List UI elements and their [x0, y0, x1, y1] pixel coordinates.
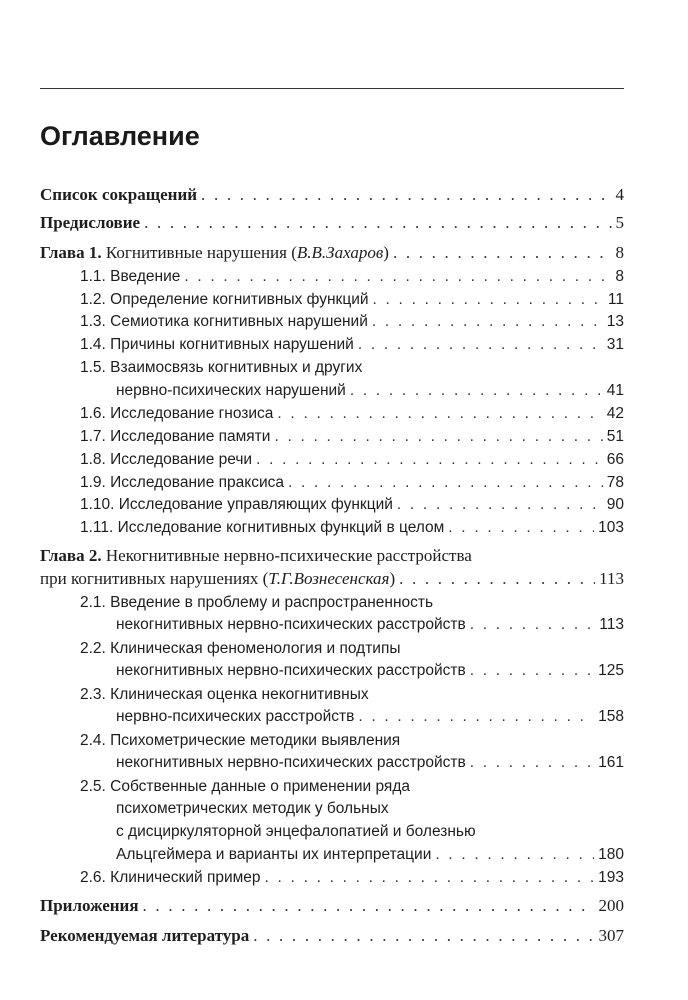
chapter-prefix: Глава 1. — [40, 243, 102, 262]
toc-page-number: 307 — [598, 926, 624, 945]
chapter-title-close: ) — [383, 243, 389, 262]
leader-dots — [399, 567, 595, 591]
toc-section-2-5[interactable] — [116, 843, 624, 867]
toc-section-2-6[interactable] — [80, 866, 624, 890]
toc-section-1-8[interactable] — [80, 448, 624, 472]
toc-label: 2.5. Собственные данные о применении ряда — [80, 778, 410, 795]
toc-entry-literature[interactable] — [40, 924, 624, 948]
toc-page-number: 11 — [607, 291, 624, 308]
toc-label: Список сокращений — [40, 185, 198, 204]
toc-page-number: 8 — [615, 243, 624, 262]
chapter-author: Т.Г.Вознесенская — [268, 569, 390, 588]
leader-dots — [350, 379, 603, 403]
toc-label: 1.9. Исследование праксиса — [80, 474, 284, 491]
toc-label: 1.10. Исследование управляющих функций — [80, 496, 393, 513]
toc-section-2-3-line1[interactable] — [80, 683, 369, 707]
toc-label: 1.7. Исследование памяти — [80, 428, 271, 445]
toc-section-2-2-line1[interactable] — [80, 637, 401, 661]
toc-section-2-5-line3[interactable] — [116, 820, 476, 844]
toc-label: 1.6. Исследование гнозиса — [80, 405, 274, 422]
toc-page-number: 125 — [598, 662, 624, 679]
leader-dots — [358, 705, 594, 729]
toc-label — [40, 241, 389, 265]
toc-section-2-4-line1[interactable] — [80, 729, 400, 753]
leader-dots — [144, 211, 611, 235]
toc-entry-abbreviations[interactable] — [40, 183, 624, 207]
toc-section-2-1[interactable] — [116, 613, 624, 637]
toc-label: с дисциркуляторной энцефалопатией и болезнью — [116, 823, 476, 840]
toc-label: 1.1. Введение — [80, 268, 181, 285]
leader-dots — [372, 310, 603, 334]
leader-dots — [470, 659, 594, 683]
chapter-prefix: Глава 2. — [40, 546, 102, 565]
leader-dots — [470, 751, 594, 775]
toc-label: 1.5. Взаимосвязь когнитивных и других — [80, 359, 363, 376]
page-title: Оглавление — [40, 121, 200, 151]
toc-label: некогнитивных нервно-психических расстройств — [116, 662, 466, 679]
toc-label — [40, 567, 395, 591]
toc-page-number: 13 — [606, 313, 624, 330]
leader-dots — [470, 613, 596, 637]
toc-label: Рекомендуемая литература — [40, 926, 250, 945]
leader-dots — [274, 425, 602, 449]
toc-label: психометрических методик у больных — [116, 800, 389, 817]
toc-label: 2.3. Клиническая оценка некогнитивных — [80, 686, 369, 703]
toc-label: 2.6. Клинический пример — [80, 869, 261, 886]
toc-label: Альцгеймера и варианты их интерпретации — [116, 846, 432, 863]
toc-label: некогнитивных нервно-психических расстройств — [116, 616, 466, 633]
toc-section-2-4[interactable] — [116, 751, 624, 775]
toc-page-number: 66 — [606, 451, 624, 468]
toc-page-number: 193 — [598, 869, 624, 886]
toc-section-1-5-line1[interactable] — [80, 356, 362, 380]
toc-label: Предисловие — [40, 213, 141, 232]
toc-page-number: 161 — [598, 754, 624, 771]
leader-dots — [397, 493, 603, 517]
toc-label: 1.11. Исследование когнитивных функций в целом — [80, 519, 445, 536]
toc-label: 2.2. Клиническая феноменология и подтипы — [80, 640, 401, 657]
toc-page-number: 158 — [598, 708, 624, 725]
leader-dots — [253, 924, 594, 948]
leader-dots — [201, 183, 611, 207]
chapter-title-cont: при когнитивных нарушениях ( — [40, 569, 269, 588]
toc-page-number: 5 — [615, 213, 624, 232]
toc-section-2-3[interactable] — [116, 705, 624, 729]
toc-section-1-3[interactable] — [80, 310, 624, 334]
leader-dots — [448, 516, 594, 540]
toc-page-number: 41 — [606, 382, 624, 399]
toc-page-number: 200 — [598, 896, 624, 915]
toc-section-2-5-line2[interactable] — [116, 797, 389, 821]
chapter-title-close: ) — [389, 569, 396, 588]
leader-dots — [256, 448, 603, 472]
toc-page-number: 103 — [598, 519, 624, 536]
toc-chapter-2-line1[interactable] — [40, 544, 472, 568]
toc-label: 1.8. Исследование речи — [80, 451, 253, 468]
toc-page-number: 4 — [615, 185, 624, 204]
toc-entry-appendix[interactable] — [40, 894, 624, 918]
toc-label: 1.2. Определение когнитивных функций — [80, 291, 369, 308]
toc-label: нервно-психических расстройств — [116, 708, 355, 725]
toc-section-1-6[interactable] — [80, 402, 624, 426]
toc-page-number: 180 — [598, 846, 624, 863]
toc-section-1-9[interactable] — [80, 471, 624, 495]
toc-section-2-5-line1[interactable] — [80, 775, 410, 799]
toc-label: Приложения — [40, 896, 139, 915]
toc-label: 1.3. Семиотика когнитивных нарушений — [80, 313, 368, 330]
toc-label: 1.4. Причины когнитивных нарушений — [80, 336, 354, 353]
leader-dots — [358, 333, 603, 357]
toc-page-number: 113 — [599, 569, 624, 588]
toc-page-number: 78 — [606, 474, 624, 491]
toc-label: нервно-психических нарушений — [116, 382, 346, 399]
toc-section-2-1-line1[interactable] — [80, 591, 433, 615]
toc-section-1-1[interactable] — [80, 265, 624, 289]
toc-page-number: 90 — [606, 496, 624, 513]
leader-dots — [373, 288, 604, 312]
chapter-title: Когнитивные нарушения ( — [105, 243, 297, 262]
leader-dots — [184, 265, 611, 289]
leader-dots — [265, 866, 595, 890]
toc-page-number: 42 — [606, 405, 624, 422]
leader-dots — [435, 843, 594, 867]
toc-label: 2.4. Психометрические методики выявления — [80, 732, 401, 749]
toc-section-1-10[interactable] — [80, 493, 624, 517]
toc-section-1-7[interactable] — [80, 425, 624, 449]
toc-section-2-2[interactable] — [116, 659, 624, 683]
toc-section-1-11[interactable] — [80, 516, 624, 540]
toc-page-number: 8 — [615, 268, 624, 285]
toc-page-number: 51 — [606, 428, 624, 445]
leader-dots — [393, 241, 612, 265]
toc-section-1-5[interactable] — [116, 379, 624, 403]
toc-entry-preface[interactable] — [40, 211, 624, 235]
chapter-title: Некогнитивные нервно-психические расстройства — [105, 546, 472, 565]
toc-page-number: 113 — [599, 616, 624, 633]
leader-dots — [143, 894, 595, 918]
toc-section-1-2[interactable] — [80, 288, 624, 312]
leader-dots — [288, 471, 603, 495]
toc-chapter-2[interactable] — [40, 567, 624, 591]
toc-chapter-1[interactable] — [40, 241, 624, 265]
toc-page-number: 31 — [606, 336, 624, 353]
chapter-author: В.В.Захаров — [296, 243, 384, 262]
leader-dots — [277, 402, 602, 426]
toc-section-1-4[interactable] — [80, 333, 624, 357]
toc-label: некогнитивных нервно-психических расстройств — [116, 754, 466, 771]
toc-label: 2.1. Введение в проблему и распространенность — [80, 594, 434, 611]
